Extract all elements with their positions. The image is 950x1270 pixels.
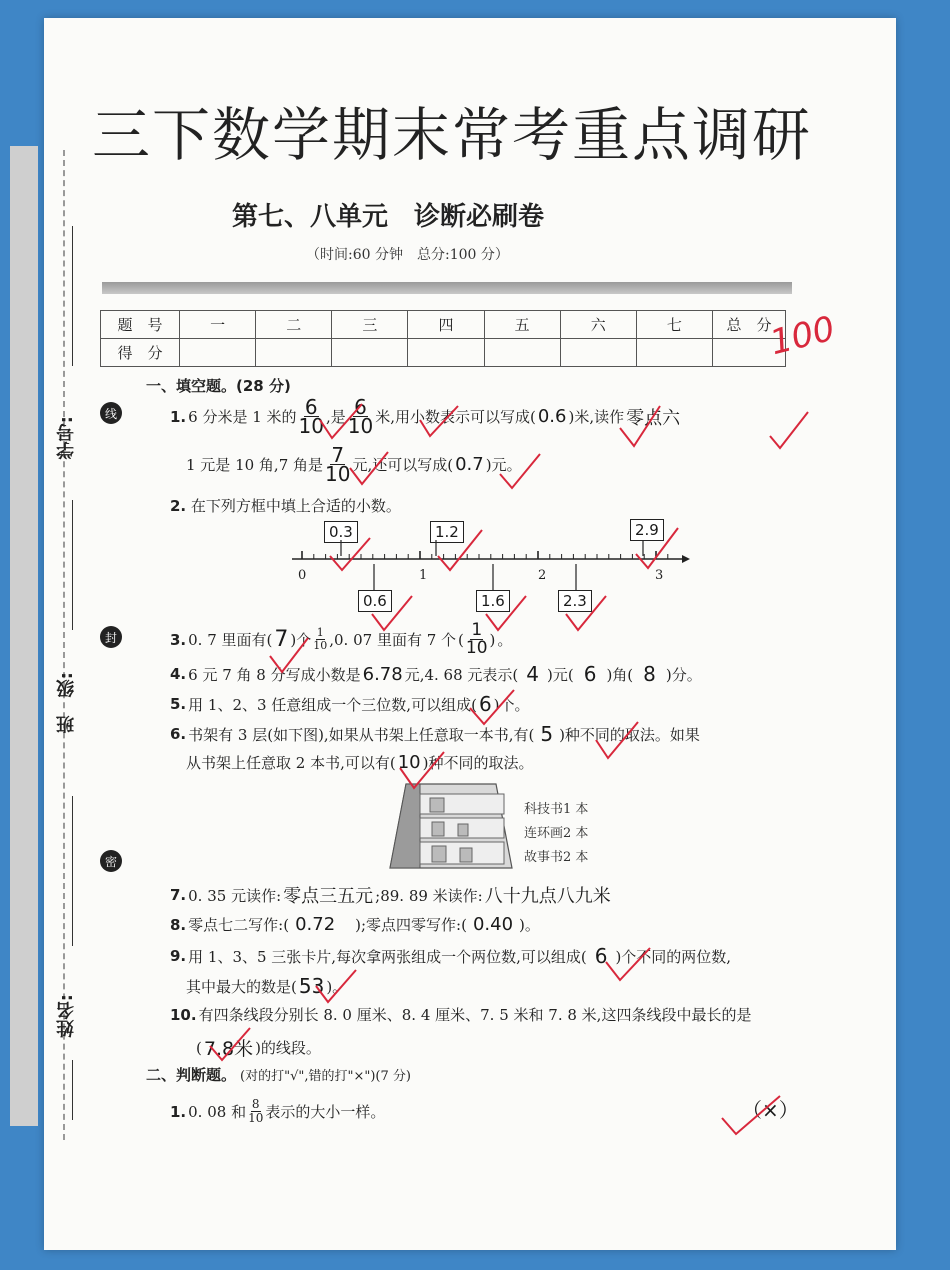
section2-note: (对的打"√",错的打"×")(7 分) (240, 1069, 411, 1084)
q3-line: 3. 0. 7 里面有( 7 )个 $\frac{1}{10}$ ,0. 07 里面有 7 个 ( $\frac{1}{10}$ ) 。 (170, 620, 513, 658)
q1-answer5-den: 10 (325, 462, 351, 486)
q3-number: 3. (170, 630, 187, 649)
tick-label-3: 3 (655, 568, 664, 583)
class-line (72, 796, 73, 946)
legend-comics: 连环画2 本 (524, 826, 589, 841)
legend-science: 科技书1 本 (524, 802, 589, 817)
bottom-box-2: 2.3 (558, 590, 592, 612)
page-title: 三下数学期末常考重点调研 (92, 101, 813, 169)
section2-heading: 二、判断题。 (146, 1066, 237, 1084)
q3-text-b: )个 (290, 631, 312, 649)
name-label: 姓名: (56, 994, 77, 1038)
q10-text-b: ( (196, 1038, 202, 1057)
bottom-box-0: 0.6 (358, 590, 392, 612)
score-cell[interactable] (256, 339, 332, 367)
score-cell[interactable] (332, 339, 408, 367)
score-cell[interactable] (408, 339, 484, 367)
q2-line (170, 495, 401, 516)
time-info: （时间:60 分钟 总分:100 分） (306, 247, 509, 263)
q1-answer1-fraction (298, 395, 324, 438)
score-header-cell: 四 (408, 311, 484, 339)
s2-q1-text-a: 0. 08 和 (188, 1103, 247, 1121)
score-header-cell: 五 (484, 311, 560, 339)
q1-answer1-num: 6 (304, 395, 318, 419)
q1-line2-text-a: 1 元是 10 角,7 角是 (186, 456, 324, 474)
bookshelf-illustration (386, 780, 516, 872)
q9-text-d: )。 (326, 977, 348, 996)
q7-number: 7. (170, 886, 187, 904)
s2-q1-frac-num: 8 (251, 1097, 260, 1111)
q9-line2 (186, 974, 347, 998)
q5-text-b: )个。 (493, 695, 530, 714)
q4-answer2: 4 (526, 662, 539, 686)
binding-strip (10, 146, 38, 1126)
q3-fraction (313, 627, 327, 652)
s2-q1-answer: （×） (742, 1098, 799, 1122)
q4-text-e: )分。 (665, 665, 702, 684)
q1-answer2-den: 10 (347, 414, 374, 438)
q10-text-c: )的线段。 (255, 1039, 321, 1057)
legend-stories: 故事书2 本 (524, 850, 589, 865)
q1-text-d: )米,读作 (568, 408, 625, 426)
q3-answer2-fraction (466, 622, 488, 657)
q4-text-d: )角( (606, 665, 634, 684)
section1-heading: 一、填空题。(28 分) (146, 377, 291, 395)
side-mark-feng: 封 (100, 626, 122, 648)
q9-answer1: 6 (594, 944, 608, 968)
s2-q1-number: 1. (170, 1102, 187, 1121)
q6-line2 (186, 752, 533, 773)
score-header-cell: 总 分 (713, 311, 786, 339)
score-cell[interactable] (560, 339, 636, 367)
q4-text-a: 6 元 7 角 8 分写成小数是 (188, 665, 361, 684)
q9-text-a: 用 1、3、5 三张卡片,每次拿两张组成一个两位数,可以组成( (188, 947, 587, 966)
q6-text-a: 书架有 3 层(如下图),如果从书架上任意取一本书,有( (188, 725, 535, 744)
score-header-cell: 七 (636, 311, 712, 339)
bookshelf-legend (524, 798, 588, 870)
score-header-cell: 三 (332, 311, 408, 339)
q1-answer2-num: 6 (354, 395, 367, 419)
page-subtitle: 第七、八单元 诊断必刷卷 (232, 202, 545, 232)
q8-answer1: 0.72 (295, 914, 336, 935)
score-header-cell: 二 (256, 311, 332, 339)
class-line-top (72, 500, 73, 630)
q4-answer3: 6 (583, 662, 597, 686)
q5-line (170, 692, 530, 716)
q4-text-b: 元,4. 68 元表示( (404, 665, 519, 684)
cut-line (63, 150, 65, 1140)
q8-line (170, 914, 540, 935)
top-box-2: 2.9 (630, 519, 664, 541)
q9-line1 (170, 944, 731, 968)
q1-answer6: 0.7 (455, 454, 484, 475)
q10-line2 (196, 1034, 321, 1061)
q2-text: 在下列方框中填上合适的小数。 (190, 497, 401, 515)
q9-text-c: 其中最大的数是( (186, 977, 297, 996)
student-id-label: 学号: (56, 416, 77, 460)
q6-text-d: )种不同的取法。 (422, 754, 534, 772)
section2-heading-row (146, 1064, 411, 1085)
q7-line (170, 882, 611, 908)
total-score-handwritten: 100 (766, 308, 839, 364)
q4-line (170, 662, 702, 686)
score-header-cell: 一 (180, 311, 256, 339)
tick-label-1: 1 (419, 568, 428, 583)
q1-text-c: 米,用小数表示可以写成( (375, 408, 536, 426)
q9-number: 9. (170, 947, 187, 965)
q4-text-c: )元( (547, 665, 574, 684)
s2-q1-frac-den: 10 (248, 1111, 264, 1125)
divider-band (102, 282, 792, 294)
q9-text-b: )个不同的两位数, (615, 947, 732, 966)
q1-line2-text-b: 元,还可以写成( (352, 456, 454, 474)
score-cell[interactable] (180, 339, 256, 367)
q1-answer2-fraction (347, 395, 374, 438)
score-header-row (101, 311, 786, 339)
q7-text-b: ;89. 89 米读作: (375, 886, 483, 905)
q6-text-b: )种不同的取法。如果 (559, 725, 700, 744)
q10-answer: 7.8米 (203, 1038, 254, 1060)
s2-q1-text-b: 表示的大小一样。 (265, 1103, 386, 1121)
score-cell[interactable] (484, 339, 560, 367)
class-label: 班 级: (56, 672, 77, 734)
q1-text-b: ,是 (326, 408, 346, 426)
q6-answer2: 10 (397, 752, 421, 773)
q4-number: 4. (170, 665, 187, 683)
q2-number: 2. (170, 497, 187, 515)
score-header-cell: 六 (560, 311, 636, 339)
q7-answer2: 八十九点八九米 (484, 886, 611, 907)
top-box-1: 1.2 (430, 521, 464, 543)
q1-text-a: 6 分米是 1 米的 (188, 408, 297, 426)
side-mark-mi: 密 (100, 850, 122, 872)
q1-answer3: 0.6 (537, 406, 567, 427)
q6-text-c: 从书架上任意取 2 本书,可以有( (186, 754, 396, 772)
q1-line2-text-c: )元。 (485, 456, 522, 474)
q5-number: 5. (170, 695, 187, 713)
tick-label-2: 2 (538, 568, 547, 583)
score-row-label: 得 分 (101, 339, 180, 367)
side-mark-xian: 线 (100, 402, 122, 424)
bottom-box-1: 1.6 (476, 590, 510, 612)
q1-answer5-fraction (325, 443, 351, 486)
q3-answer2-num: 1 (471, 620, 483, 640)
q8-text-c: )。 (519, 916, 540, 934)
q1-line2 (186, 443, 522, 486)
name-line (72, 1060, 73, 1120)
q10-number: 10. (170, 1005, 197, 1024)
q1-number: 1. (170, 407, 187, 426)
q10-line1 (170, 1004, 751, 1025)
q3-answer2-den: 10 (465, 638, 488, 658)
q3-frac-den: 10 (313, 639, 328, 652)
q3-frac-num: 1 (316, 626, 324, 639)
top-box-0: 0.3 (324, 521, 358, 543)
q1-answer5-num: 7 (331, 443, 345, 467)
q6-number: 6. (170, 725, 187, 743)
student-id-line (72, 226, 73, 366)
q9-answer2: 53 (298, 974, 325, 998)
q3-text-a: 0. 7 里面有( (188, 631, 273, 649)
q8-text-b: );零点四零写作:( (355, 916, 467, 934)
q8-text-a: 零点七二写作:( (188, 916, 290, 934)
score-cell[interactable] (636, 339, 712, 367)
q8-answer2: 0.40 (472, 914, 514, 935)
q10-text-a: 有四条线段分别长 8. 0 厘米、8. 4 厘米、7. 5 米和 7. 8 米,这四条线段中最长的是 (198, 1006, 752, 1024)
s2-q1-fraction (248, 1098, 263, 1125)
q4-answer1: 6.78 (362, 663, 403, 685)
s2-q1-line (170, 1098, 385, 1125)
q3-answer1: 7 (274, 627, 289, 652)
q5-text-a: 用 1、2、3 任意组成一个三位数,可以组成( (188, 695, 477, 714)
q1-answer4: 零点六 (626, 407, 681, 429)
tick-label-0: 0 (298, 568, 307, 583)
q4-answer4: 8 (643, 662, 656, 686)
q1-answer1-den: 10 (298, 414, 324, 438)
q6-line1 (170, 722, 700, 746)
score-value-row (101, 339, 786, 367)
box-arrows (290, 540, 690, 600)
q5-answer: 6 (478, 692, 492, 716)
q3-text-d: 。 (497, 631, 513, 649)
q1-line1 (170, 395, 681, 438)
score-header-cell: 题 号 (101, 311, 180, 339)
q7-text-a: 0. 35 元读作: (188, 886, 282, 905)
q3-text-c: ,0. 07 里面有 7 个 (329, 631, 457, 649)
q7-answer1: 零点三五元 (283, 886, 374, 907)
q6-answer1: 5 (540, 722, 554, 746)
q8-number: 8. (170, 915, 187, 934)
score-table (100, 310, 786, 367)
